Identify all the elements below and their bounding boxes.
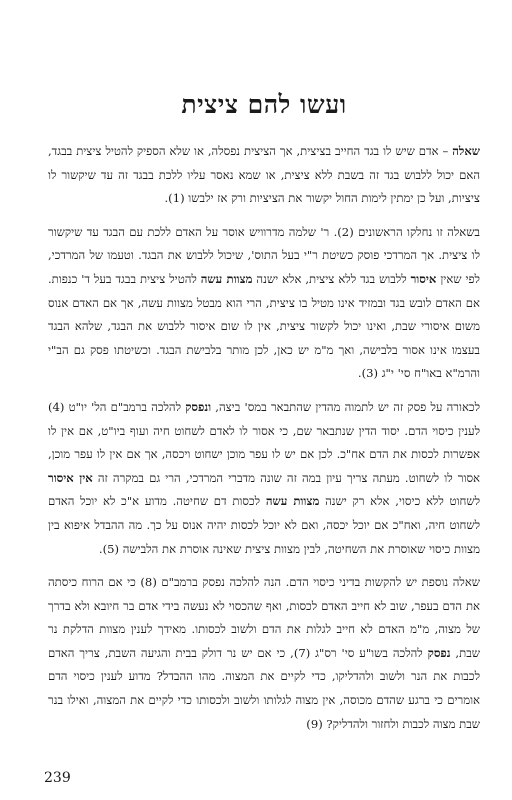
text-run: שאלה נוספת יש להקשות בדיני כיסוי הדם. הנה להלכה נפסק ברמב"ם (8) כי אם הרוח כיסתה את הדם בעפר, שוב לא חייב האדם לכסות, ואף שהכסוי לא נעשה בידי אדם בר חיובא ולא בדרך של מצוה, מ"מ האדם לא חייב לגלות את הדם ולשוב לכסותו. מאידך לענין מצוות הדלקת נר שבת, (48, 575, 480, 660)
bold-text: נפסק (427, 645, 451, 660)
paragraph (48, 396, 480, 561)
text-run: להלכה ברמב"ם הל' יו"ט (4) לענין כיסוי הדם. יסוד הדין שנתבאר שם, כי אסור לו לאדם לשחוט חיה ועוף ביו"ט, אם אין לו אפשרות לכסות את הדם אח"כ. לכן אם יש לו עפר מוכן ישחוט ויכסה, אך אם אין לו עפר מוכן, אסור לו לשחוט. מעתה צריך עיון במה זה שונה מדברי המרדכי, הרי גם במקרה זה (48, 399, 480, 485)
bold-text: ונפסק (185, 399, 212, 414)
body-text (48, 140, 480, 736)
page-title: ועשו להם ציצית (181, 90, 347, 119)
text-run: להלכה בשו"ע סי' רס"ג (7), כי אם יש נר דולק בבית והגיעה השבת, צריך האדם לכבות את הנר ולשוב ולהדליקו, כדי לקיים את המצוה. מהו ההבדל? מדוע לענין כיסוי הדם אומרים כי ברגע שהדם מכוסה, אין מצוה לגלותו ולשוב ולכסותו כדי לקיים את המצוה, ואילו בנר שבת מצוה לכבות ולחזור ולהדליק? (9) (48, 645, 480, 731)
paragraph (48, 571, 480, 736)
text-run: – אדם שיש לו בגד החייב בציצית, אך הציצית נפסלה, או שלא הספיק להטיל ציצית בבגד, האם יכול ללבוש בגד זה בשבת ללא ציצית, או שמא נאסר עליו ללכת בבגד זה עד שיקשור לו ציציות, ועל כן ימתין לימות החול יקשור את הציציות ורק אז ילבשו (1). (48, 144, 480, 206)
text-run: לכאורה על פסק זה יש לתמוה מהדין שהתבאר במס' ביצה, (211, 399, 481, 414)
paragraph (48, 221, 480, 386)
text-run: להטיל ציצית בבגד בעל ד' כנפות. אם האדם לובש בגד ובמזיד אינו מטיל בו ציצית, הרי הוא מבטל מצוות עשה, אך אם האדם אנוס משום איסורי שבת, ואינו יכול לקשור ציצית, אין לו שום איסור ללבוש את הבגד, שלהא הבגד בעצמו אינו אסור בלבישה, ואך מ"מ יש כאן, לכן מותר בלבישת הבגד. וכשיטתו פסק גם הב"י והרמ"א באו"ח סי' י"ג (3). (48, 271, 480, 381)
bold-text: שאלה (452, 144, 480, 158)
bold-text: איסור (410, 271, 437, 286)
bold-text: אין איסור (48, 470, 93, 485)
text-run: בשאלה זו נחלקו הראשונים (2). ר' שלמה מדרוויש אוסר על האדם ללכת עם הבגד עד שיקשור לו ציצית. אך המרדכי פוסק כשיטת ר"י בעל התוס', שיכול ללבוש את הבגד. וטעמו של המרדכי, לפי שאין (48, 224, 480, 286)
text-run: לכסות דם שחיטה. מדוע א"כ לא יוכל האדם לשחוט חיה, ואח"כ אם יוכל יכסה, ואם לא יוכל לכסות יהיה אנוס על כך. מה ההבדל איפוא בין מצוות כיסוי שאוסרת את השחיטה, לבין מצוות ציצית שאינה אוסרת את הלבישה (5). (48, 494, 480, 556)
text-run: לשחוט ללא כיסוי, אלא רק ישנה (319, 494, 480, 509)
bold-text: מצוות עשה (265, 494, 320, 509)
bold-text: מצוות עשה (200, 271, 253, 286)
page-content (48, 72, 480, 746)
paragraph (48, 140, 480, 211)
text-run: ללבוש בגד ללא ציצית, אלא ישנה (252, 271, 411, 286)
page-number: 239 (44, 770, 71, 786)
